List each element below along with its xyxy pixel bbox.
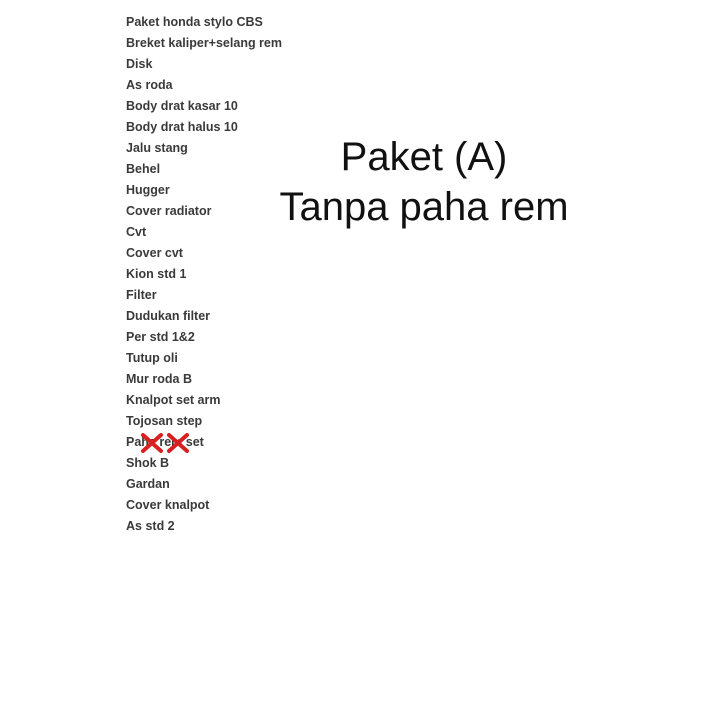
list-item: Gardan bbox=[126, 477, 170, 491]
package-subtitle: Tanpa paha rem bbox=[279, 185, 569, 229]
list-item: Jalu stang bbox=[126, 141, 188, 155]
list-item: Body drat kasar 10 bbox=[126, 99, 238, 113]
package-heading bbox=[256, 132, 592, 232]
list-item: Breket kaliper+selang rem bbox=[126, 36, 282, 50]
crossed-item-label: Paha rem set bbox=[126, 435, 204, 449]
list-item: Paket honda stylo CBS bbox=[126, 15, 263, 29]
list-item: Behel bbox=[126, 162, 161, 176]
list-item: Cover radiator bbox=[126, 204, 212, 218]
package-title: Paket (A) bbox=[340, 135, 508, 179]
list-item: Body drat halus 10 bbox=[126, 120, 238, 134]
list-item: Dudukan filter bbox=[126, 309, 211, 323]
list-item: Hugger bbox=[126, 183, 170, 197]
list-item: As std 2 bbox=[126, 519, 175, 533]
list-item: Knalpot set arm bbox=[126, 393, 221, 407]
list-item: Per std 1&2 bbox=[126, 330, 195, 344]
parts-list bbox=[126, 12, 282, 537]
list-item: Cover cvt bbox=[126, 246, 183, 260]
list-item: Filter bbox=[126, 288, 157, 302]
list-item: Tutup oli bbox=[126, 351, 178, 365]
list-item: Kion std 1 bbox=[126, 267, 187, 281]
list-item-crossed bbox=[126, 432, 282, 453]
list-item: Shok B bbox=[126, 456, 170, 470]
list-item: Mur roda B bbox=[126, 372, 192, 386]
list-item: Tojosan step bbox=[126, 414, 203, 428]
list-item: Disk bbox=[126, 57, 153, 71]
list-item: Cover knalpot bbox=[126, 498, 210, 512]
list-item: As roda bbox=[126, 78, 173, 92]
list-item: Cvt bbox=[126, 225, 147, 239]
